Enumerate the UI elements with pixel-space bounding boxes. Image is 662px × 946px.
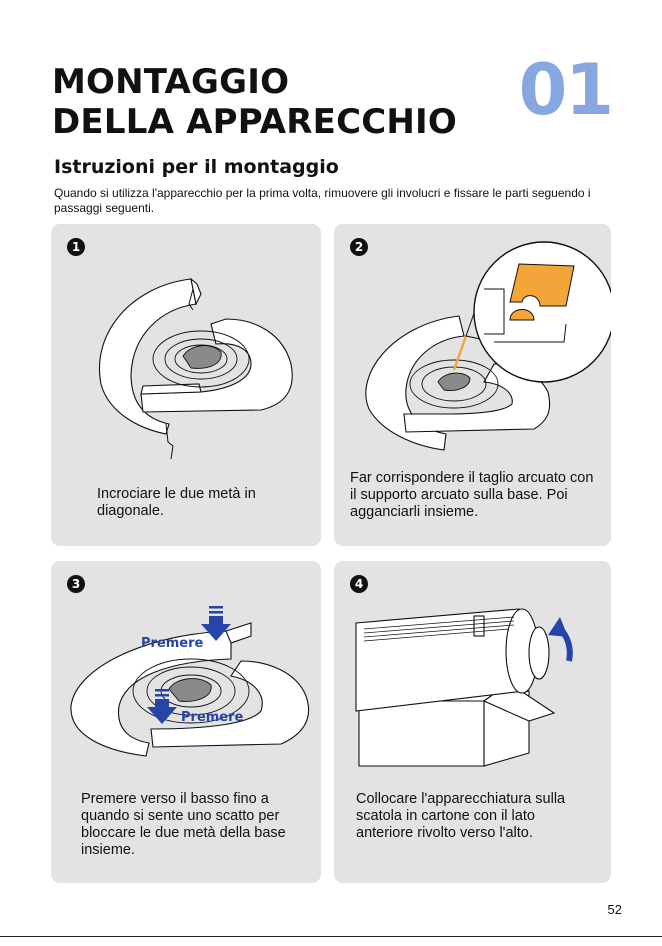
step-4-card <box>334 561 611 883</box>
title-line-2: DELLA APPARECCHIO <box>52 102 457 142</box>
appliance-on-box-illustration <box>334 561 611 781</box>
press-lock-illustration <box>51 561 321 791</box>
section-heading: Istruzioni per il montaggio <box>54 156 339 178</box>
press-label-top: Premere <box>141 636 204 651</box>
chapter-number: 01 <box>518 49 612 131</box>
step-3-number: 3 <box>67 575 85 593</box>
section-intro: Quando si utilizza l'apparecchio per la prima volta, rimuovere gli involucri e fissare le parti seguendo i passaggi seguenti. <box>54 186 591 215</box>
page-title <box>52 62 457 142</box>
step-3-text: Premere verso il basso fino a quando si sente uno scatto per bloccare le due metà della base insieme. <box>81 791 286 858</box>
step-4-text: Collocare l'apparecchiatura sulla scatola in cartone con il lato anteriore rivolto verso l'alto. <box>356 791 566 841</box>
step-1-card <box>51 224 321 546</box>
step-2-card <box>334 224 611 546</box>
page-number: 52 <box>607 902 622 917</box>
footer-rule <box>0 936 662 937</box>
base-halves-crossed-illustration <box>51 224 321 474</box>
step-2-text: Far corrispondere il taglio arcuato con il supporto arcuato sulla base. Poi agganciarli insieme. <box>350 470 594 520</box>
step-1-number: 1 <box>67 238 85 256</box>
title-line-1: MONTAGGIO <box>52 62 290 102</box>
step-3-card <box>51 561 321 883</box>
step-2-number: 2 <box>350 238 368 256</box>
step-4-number: 4 <box>350 575 368 593</box>
step-1-text: Incrociare le due metà in diagonale. <box>97 486 256 519</box>
press-label-bottom: Premere <box>181 710 244 725</box>
arcuate-cut-alignment-illustration <box>334 224 611 474</box>
